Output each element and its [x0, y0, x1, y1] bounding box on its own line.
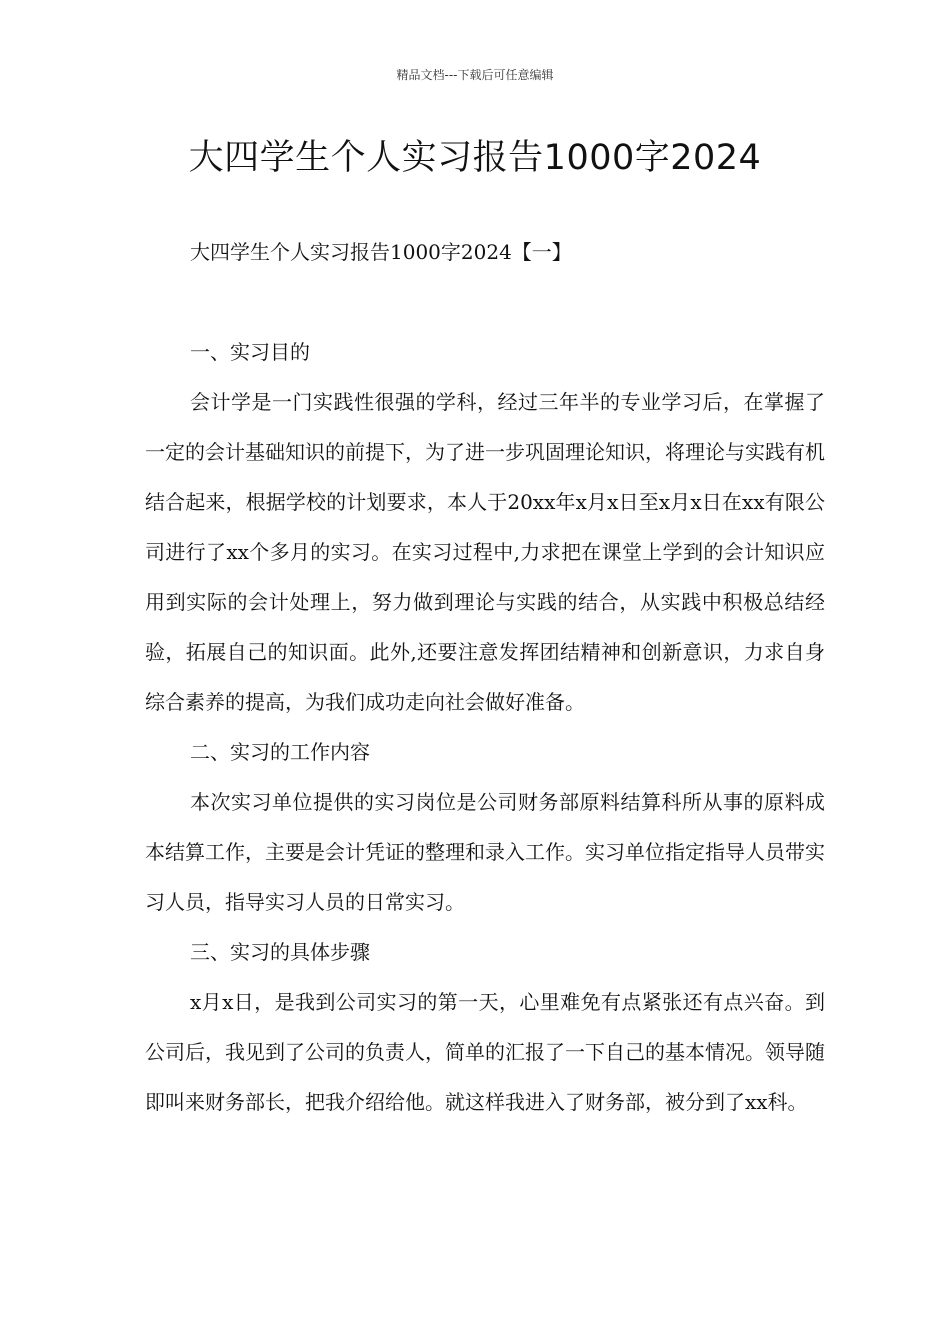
section-heading: 一、实习目的 — [190, 340, 310, 364]
document-body — [145, 327, 825, 1127]
paragraph: x月x日，是我到公司实习的第一天，心里难免有点紧张还有点兴奋。到公司后，我见到了公司的负责人，简单的汇报了一下自己的基本情况。领导随即叫来财务部长，把我介绍给他。就这样我进入了财务部，被分到了xx科。 — [145, 990, 825, 1114]
section-purpose — [145, 327, 825, 727]
paragraph: 本次实习单位提供的实习岗位是公司财务部原料结算科所从事的原料成本结算工作，主要是会计凭证的整理和录入工作。实习单位指定指导人员带实习人员，指导实习人员的日常实习。 — [145, 790, 825, 914]
document-subtitle: 大四学生个人实习报告1000字2024【一】 — [190, 240, 572, 264]
section-steps — [145, 927, 825, 1127]
section-heading: 三、实习的具体步骤 — [190, 940, 370, 964]
section-work-content — [145, 727, 825, 927]
paragraph: 会计学是一门实践性很强的学科，经过三年半的专业学习后，在掌握了一定的会计基础知识的前提下，为了进一步巩固理论知识，将理论与实践有机结合起来，根据学校的计划要求，本人于20xx年x月x日至x月x日在xx有限公司进行了xx个多月的实习。在实习过程中,力求把在课堂上学到的会计知识应用到实际的会计处理上，努力做到理论与实践的结合，从实践中积极总结经验，拓展自己的知识面。此外,还要注意发挥团结精神和创新意识，力求自身综合素养的提高，为我们成功走向社会做好准备。 — [145, 390, 825, 714]
header-note: 精品文档---下载后可任意编辑 — [396, 68, 554, 82]
section-heading: 二、实习的工作内容 — [190, 740, 370, 764]
document-title: 大四学生个人实习报告1000字2024 — [188, 138, 762, 178]
